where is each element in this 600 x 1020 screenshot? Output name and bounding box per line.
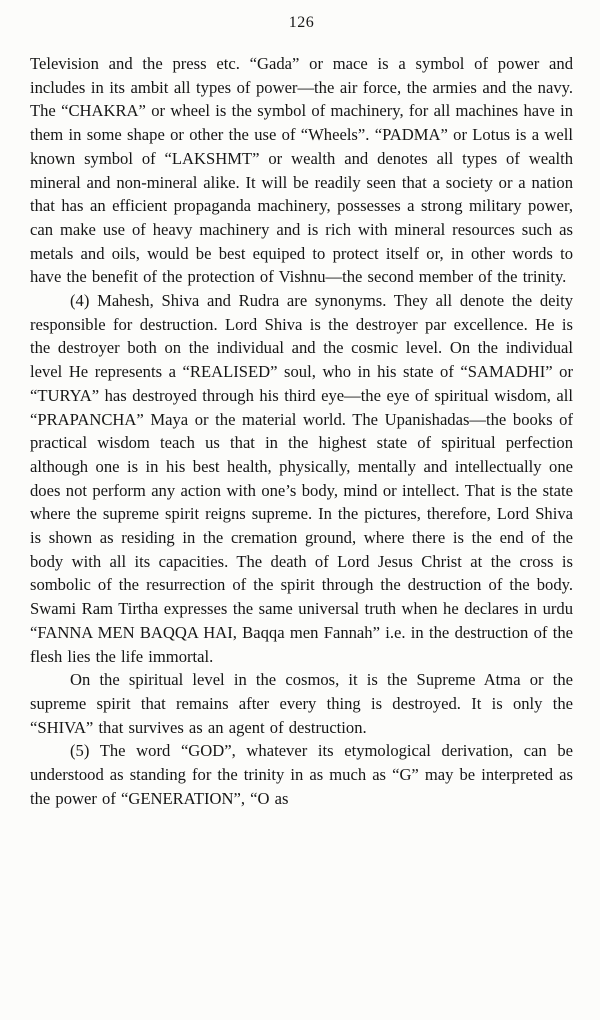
paragraph: Television and the press etc. “Gada” or mace is a symbol of power and includes in its ambit all types of power—the air force, the armies and the navy. The “CHAKRA” or wheel is the symbol of machinery, for all machines have in them in some shape or other the use of “Wheels”. “PADMA” or Lotus is a well known symbol of “LAKSHMT” or wealth and denotes all types of wealth mineral and non-mineral alike. It will be readily seen that a society or a nation that has an efficient propaganda machinery, possesses a strong military power, can make use of heavy machinery and is rich with mineral resources such as metals and oils, would be best equiped to protect itself or, in other words to have the benefit of the protection of Vishnu—the second member of the trinity. — [30, 54, 573, 287]
paragraph: On the spiritual level in the cosmos, it is the Supreme Atma or the supreme spirit that remains after every thing is destroyed. It is only the “SHIVA” that survives as an agent of destruction. — [30, 670, 573, 737]
page-number: 126 — [288, 14, 315, 31]
page-text — [30, 52, 573, 811]
paragraph: (5) The word “GOD”, whatever its etymological derivation, can be understood as standing for the trinity in as much as “G” may be interpreted as the power of “GENERATION”, “O as — [30, 741, 573, 808]
paragraph: (4) Mahesh, Shiva and Rudra are synonyms. They all denote the deity responsible for destruction. Lord Shiva is the destroyer par excellence. He is the destroyer both on the individual and the cosmic level. On the individual level He represents a “REALISED” soul, who in his state of “SAMADHI” or “TURYA” has destroyed through his third eye—the eye of spiritual wisdom, all “PRAPANCHA” Maya or the material world. The Upanishadas—the books of practical wisdom teach us that in the highest state of spiritual perfection although one is in his best health, physically, mentally and intellectually one does not perform any action with one’s body, mind or intellect. That is the state where the supreme spirit reigns supreme. In the pictures, therefore, Lord Shiva is shown as residing in the cremation ground, where there is the end of the body with all its capacities. The death of Lord Jesus Christ at the cross is sombolic of the resurrection of the spirit through the destruction of the body. Swami Ram Tirtha expresses the same universal truth when he declares in urdu “FANNA MEN BAQQA HAI, Baqqa men Fannah” i.e. in the destruction of the flesh lies the life immortal. — [30, 291, 573, 666]
